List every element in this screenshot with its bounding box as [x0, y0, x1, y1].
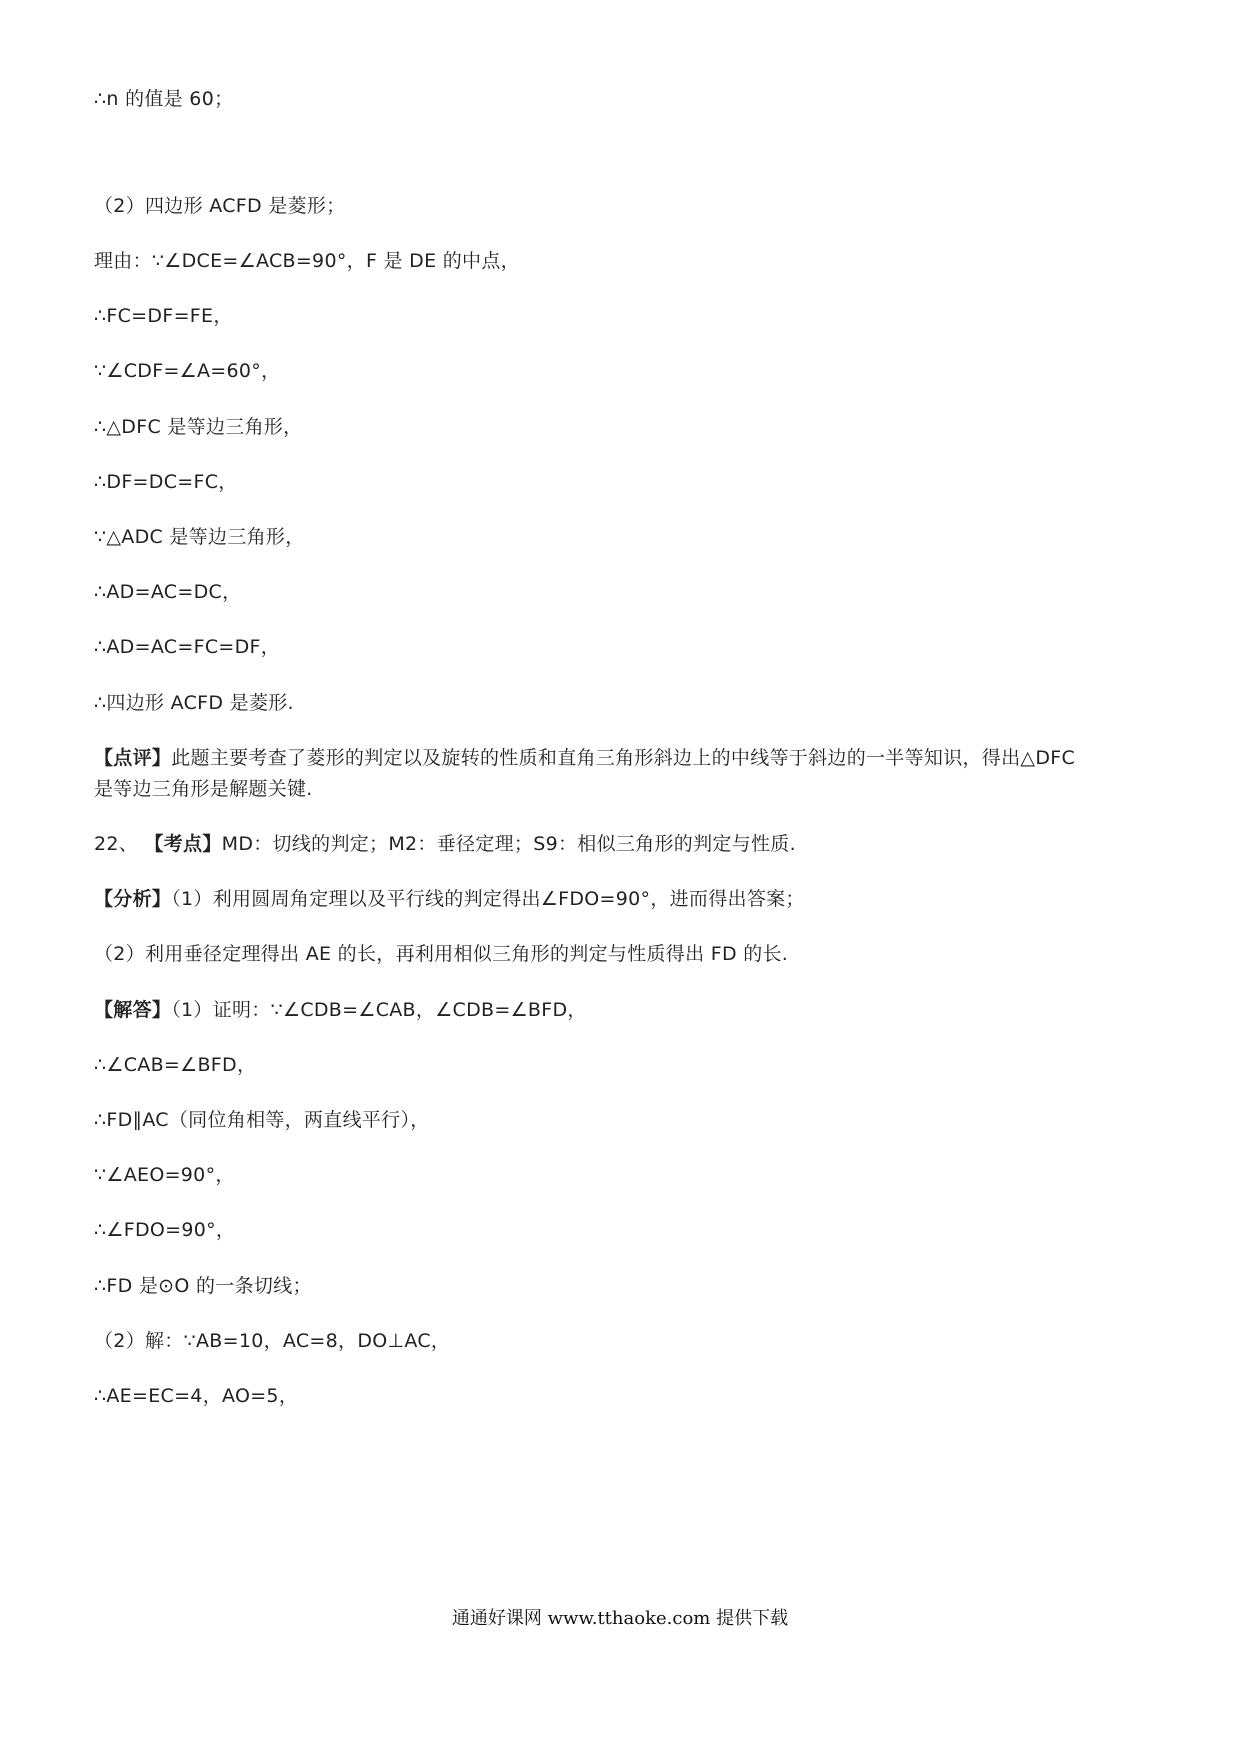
- text-line: （2）四边形 ACFD 是菱形；: [94, 195, 346, 217]
- text-line: ∴FD∥AC（同位角相等，两直线平行），: [94, 1109, 430, 1131]
- text-line: ∴∠CAB=∠BFD，: [94, 1054, 257, 1076]
- text-line: ∴AD=AC=FC=DF，: [94, 636, 281, 658]
- text-line: ∴DF=DC=FC，: [94, 471, 238, 493]
- text-line: ∴四边形 ACFD 是菱形.: [94, 692, 294, 714]
- analysis-line-2: （2）利用垂径定理得出 AE 的长，再利用相似三角形的判定与性质得出 FD 的长.: [94, 943, 789, 965]
- topic-tag: 【考点】: [144, 833, 222, 855]
- comment-tag: 【点评】: [94, 747, 172, 769]
- comment-line: [94, 743, 1075, 773]
- answer-text: （1）证明：∵∠CDB=∠CAB，∠CDB=∠BFD，: [171, 999, 587, 1021]
- text-line: ∴∠FDO=90°，: [94, 1219, 236, 1241]
- text-line: ∴△DFC 是等边三角形，: [94, 416, 303, 438]
- topic-text: MD：切线的判定；M2：垂径定理；S9：相似三角形的判定与性质.: [221, 833, 796, 855]
- analysis-line: [94, 884, 805, 914]
- text-line: ∴AD=AC=DC，: [94, 581, 242, 603]
- text-line: ∴FD 是⊙O 的一条切线；: [94, 1275, 312, 1297]
- text-line: ∵△ADC 是等边三角形，: [94, 526, 305, 548]
- text-line: 理由：∵∠DCE=∠ACB=90°，F 是 DE 的中点，: [94, 250, 520, 272]
- text-line: ∵∠CDF=∠A=60°，: [94, 360, 281, 382]
- text-line: ∴AE=EC=4，AO=5，: [94, 1385, 299, 1407]
- text-line: （2）解：∵AB=10，AC=8，DO⊥AC，: [94, 1330, 451, 1352]
- text-line: ∵∠AEO=90°，: [94, 1164, 235, 1186]
- answer-line: [94, 995, 587, 1025]
- text-line: ∴n 的值是 60；: [94, 88, 234, 110]
- question-number: 22、: [94, 833, 139, 855]
- answer-tag: 【解答】: [94, 999, 172, 1021]
- comment-line-2: 是等边三角形是解题关键.: [94, 778, 313, 800]
- page-footer: 通通好课网 www.tthaoke.com 提供下载: [451, 1608, 789, 1629]
- q22-topic-line: [94, 829, 796, 859]
- analysis-text: （1）利用圆周角定理以及平行线的判定得出∠FDO=90°，进而得出答案；: [171, 888, 805, 910]
- analysis-tag: 【分析】: [94, 888, 172, 910]
- comment-text: 此题主要考查了菱形的判定以及旋转的性质和直角三角形斜边上的中线等于斜边的一半等知识，得出△DFC: [171, 747, 1076, 769]
- text-line: ∴FC=DF=FE，: [94, 305, 233, 327]
